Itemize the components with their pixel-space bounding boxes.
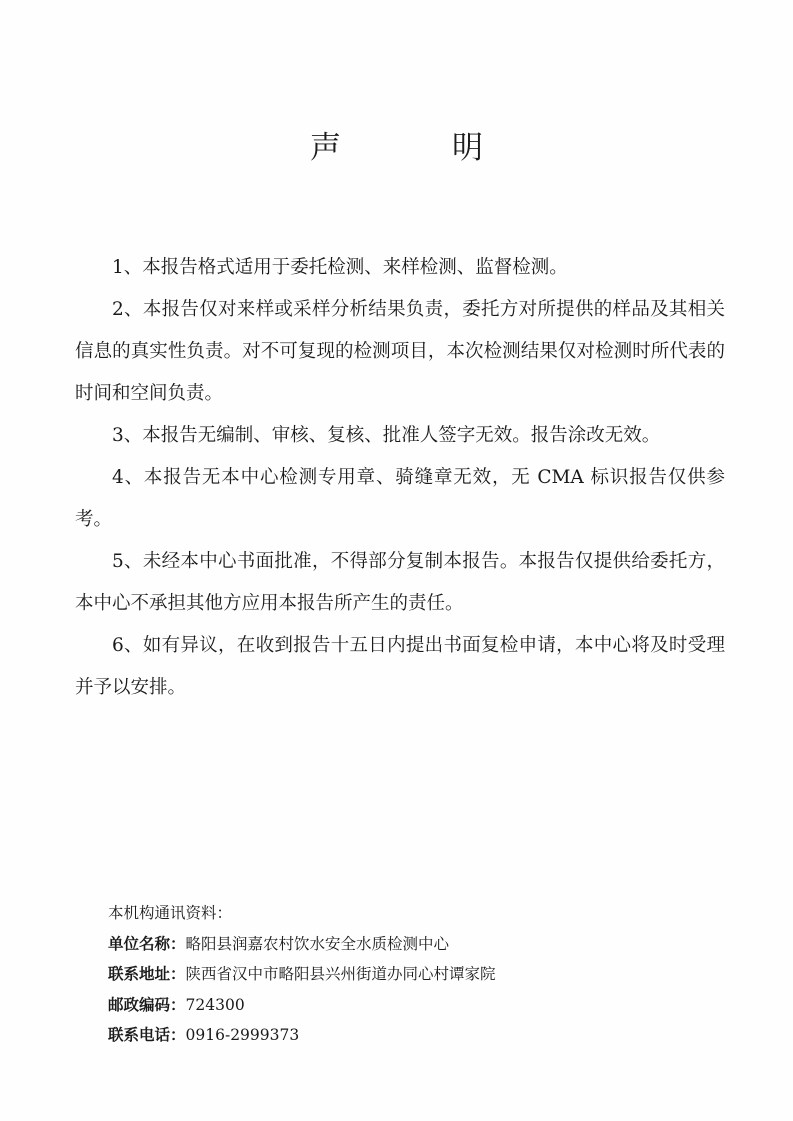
statement-item-2: 2、本报告仅对来样或采样分析结果负责，委托方对所提供的样品及其相关信息的真实性负责。对不可复现的检测项目，本次检测结果仅对检测时所代表的时间和空间负责。 [75,299,725,404]
statement-item-3: 3、本报告无编制、审核、复核、批准人签字无效。报告涂改无效。 [112,425,661,446]
statement-item-5: 5、未经本中心书面批准，不得部分复制本报告。本报告仅提供给委托方，本中心不承担其他方应用本报告所产生的责任。 [75,551,725,614]
contact-heading: 本机构通讯资料： [108,904,233,922]
unit-name-value: 略阳县润嘉农村饮水安全水质检测中心 [185,934,450,953]
address-label: 联系地址： [108,964,186,983]
statement-body [75,247,725,709]
postcode-label: 邮政编码： [108,994,186,1014]
contact-row-phone [108,1020,708,1051]
phone-label: 联系电话： [108,1025,186,1044]
page-title: 声 明 [310,130,523,166]
phone-value: 0916-2999373 [185,1026,300,1044]
statement-item-6: 6、如有异议，在收到报告十五日内提出书面复检申请，本中心将及时受理并予以安排。 [75,635,725,698]
statement-item-1: 1、本报告格式适用于委托检测、来样检测、监督检测。 [112,257,568,278]
contact-info [108,898,708,1051]
contact-row-address [108,959,708,990]
statement-item-4: 4、本报告无本中心检测专用章、骑缝章无效，无 CMA 标识报告仅供参考。 [75,467,725,530]
unit-name-label: 单位名称： [108,933,186,953]
contact-row-unit [108,929,708,960]
address-value: 陕西省汉中市略阳县兴州街道办同心村谭家院 [185,965,496,983]
contact-row-postcode [108,990,708,1021]
postcode-value: 724300 [185,995,245,1014]
